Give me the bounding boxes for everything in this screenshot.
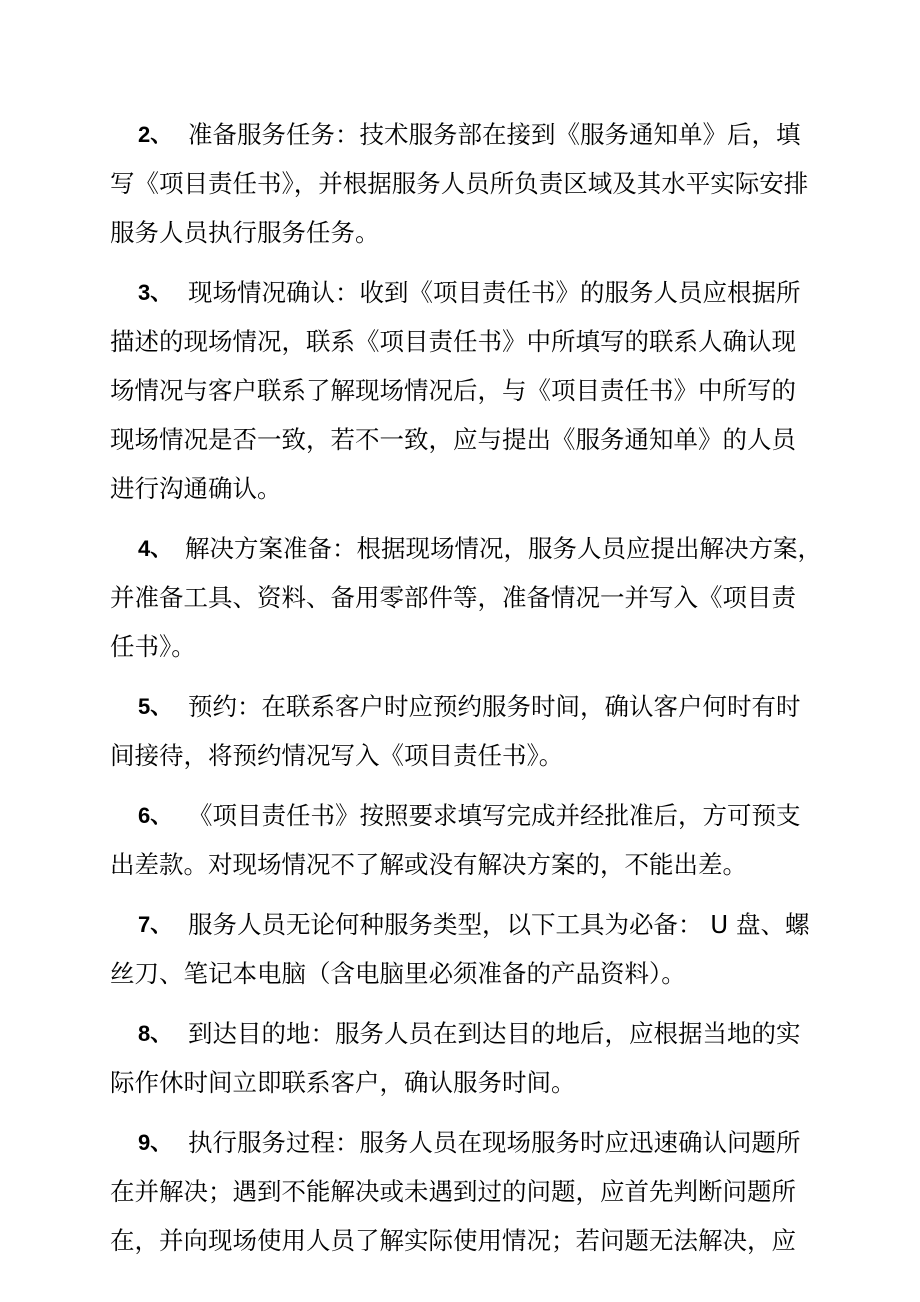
item-first-line <box>110 524 822 573</box>
item-first-line <box>110 1118 822 1167</box>
item-text-line: 际作休时间立即联系客户，确认服务时间。 <box>110 1068 576 1097</box>
list-item <box>110 791 822 900</box>
item-text-line: 到达目的地：服务人员在到达目的地后，应根据当地的实 <box>188 1019 801 1048</box>
item-text-line: 进行沟通确认。 <box>110 474 282 503</box>
item-number: 2、 <box>138 122 173 147</box>
item-first-line <box>110 268 822 317</box>
item-first-line <box>110 791 822 840</box>
item-text-line: 在并解决；遇到不能解决或未遇到过的问题，应首先判断问题所 <box>110 1177 796 1206</box>
list-item <box>110 1009 822 1118</box>
item-first-line <box>110 110 822 159</box>
item-text-line: 《项目责任书》按照要求填写完成并经批准后，方可预支 <box>188 801 801 830</box>
item-number: 4、 <box>138 536 173 561</box>
item-first-line <box>110 900 822 949</box>
item-text-line: 在，并向现场使用人员了解实际使用情况；若问题无法解决，应 <box>110 1226 796 1255</box>
item-number: 9、 <box>138 1130 173 1155</box>
list-item <box>110 524 822 682</box>
item-number: 5、 <box>138 694 173 719</box>
item-text-line: 场情况与客户联系了解现场情况后，与《项目责任书》中所写的 <box>110 376 796 405</box>
list-item <box>110 682 822 791</box>
list-item <box>110 268 822 524</box>
item-text-line: 预约：在联系客户时应预约服务时间，确认客户何时有时 <box>188 692 801 721</box>
item-text-line: 现场情况是否一致，若不一致，应与提出《服务通知单》的人员 <box>110 425 796 454</box>
item-text-line: 解决方案准备：根据现场情况，服务人员应提出解决方案， <box>185 534 822 563</box>
item-text-line: 服务人员执行服务任务。 <box>110 218 380 247</box>
item-text-line: 写《项目责任书》，并根据服务人员所负责区域及其水平实际安排 <box>110 169 809 198</box>
item-text-line: 出差款。对现场情况不了解或没有解决方案的，不能出差。 <box>110 850 747 879</box>
item-first-line <box>110 1009 822 1058</box>
item-text-line: 现场情况确认：收到《项目责任书》的服务人员应根据所 <box>188 278 801 307</box>
list-item <box>110 110 822 268</box>
item-first-line <box>110 682 822 731</box>
item-text-line: 间接待，将预约情况写入《项目责任书》。 <box>110 741 564 770</box>
item-number: 3、 <box>138 280 173 305</box>
item-number: 6、 <box>138 803 173 828</box>
item-text-line: 执行服务过程：服务人员在现场服务时应迅速确认问题所 <box>188 1128 801 1157</box>
item-text-line: 描述的现场情况，联系《项目责任书》中所填写的联系人确认现 <box>110 327 796 356</box>
item-text-line: 准备服务任务：技术服务部在接到《服务通知单》后，填 <box>188 120 801 149</box>
item-text-line: 任书》。 <box>110 632 196 661</box>
item-number: 8、 <box>138 1021 173 1046</box>
list-item <box>110 900 822 1009</box>
document-body <box>110 110 822 1265</box>
item-text-line: 服务人员无论何种服务类型，以下工具为必备： U 盘、螺 <box>188 910 810 939</box>
item-text-line: 并准备工具、资料、备用零部件等，准备情况一并写入《项目责 <box>110 583 796 612</box>
item-number: 7、 <box>138 912 173 937</box>
list-item <box>110 1118 822 1265</box>
item-text-line: 丝刀、笔记本电脑（含电脑里必须准备的产品资料）。 <box>110 959 686 988</box>
